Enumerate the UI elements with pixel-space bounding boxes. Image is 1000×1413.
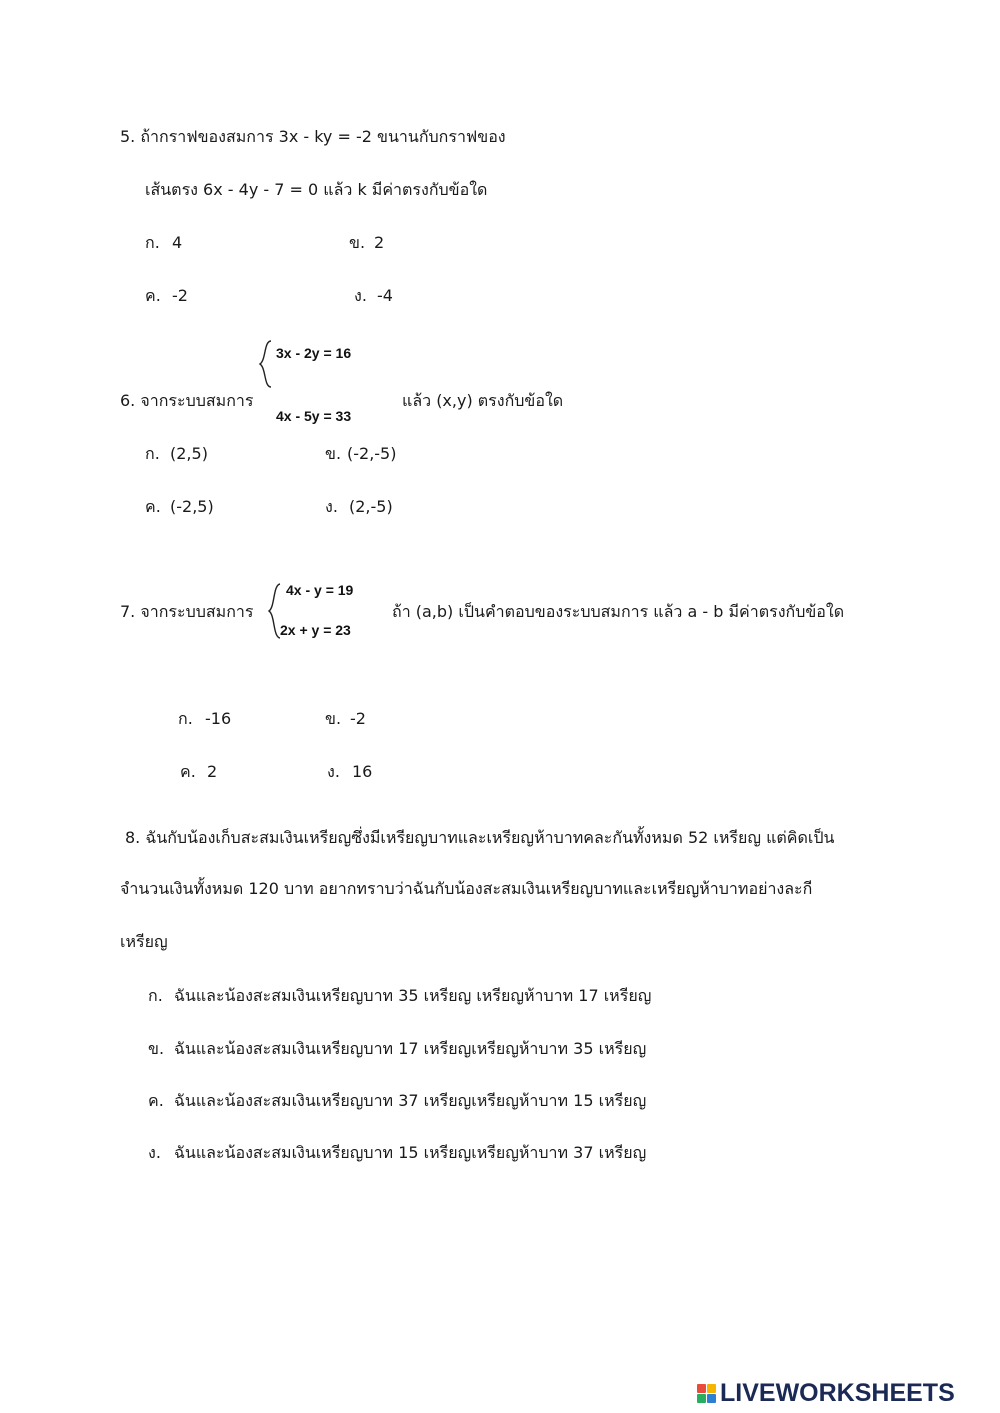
logo-square-yellow — [707, 1384, 716, 1393]
q6-choice-b-label: ข. — [325, 444, 342, 463]
q7-text-prefix: 7. จากระบบสมการ — [120, 602, 254, 621]
q6-choice-a-value: (2,5) — [170, 444, 208, 463]
q6-choice-a-label: ก. — [145, 444, 160, 463]
q6-choice-d-label: ง. — [325, 497, 338, 516]
q6-text-prefix: 6. จากระบบสมการ — [120, 391, 254, 410]
q5-choice-c-label: ค. — [145, 286, 161, 305]
q7-choice-b-label: ข. — [325, 709, 342, 728]
q5-choice-a-value: 4 — [172, 233, 183, 252]
q6-choice-b-value: (-2,-5) — [347, 444, 397, 463]
logo-square-blue — [707, 1394, 716, 1403]
q8-text-line3: เหรียญ — [120, 932, 168, 951]
q5-choice-d-value: -4 — [377, 286, 393, 305]
q5-choice-d-label: ง. — [354, 286, 367, 305]
q5-choice-a-label: ก. — [145, 233, 160, 252]
q8-choice-b-label: ข. — [148, 1039, 165, 1058]
q5-choice-b-value: 2 — [374, 233, 385, 252]
q7-equation-2: 2x + y = 23 — [280, 622, 351, 638]
q7-choice-d-label: ง. — [327, 762, 340, 781]
q6-choice-d-value: (2,-5) — [349, 497, 393, 516]
q8-text-line2: จำนวนเงินทั้งหมด 120 บาท อยากทราบว่าฉันกับน้องสะสมเงินเหรียญบาทและเหรียญห้าบาทอย่างละกี — [120, 879, 813, 898]
q8-choice-d-label: ง. — [148, 1143, 161, 1162]
liveworksheets-logo[interactable] — [697, 1381, 955, 1406]
q5-choice-c-value: -2 — [172, 286, 188, 305]
logo-square-red — [697, 1384, 706, 1393]
q8-choice-b-value: ฉันและน้องสะสมเงินเหรียญบาท 17 เหรียญเหรียญห้าบาท 35 เหรียญ — [174, 1039, 647, 1058]
logo-text: LIVEWORKSHEETS — [720, 1379, 955, 1407]
q8-choice-d-value: ฉันและน้องสะสมเงินเหรียญบาท 15 เหรียญเหรียญห้าบาท 37 เหรียญ — [174, 1143, 647, 1162]
logo-square-green — [697, 1394, 706, 1403]
q6-brace-icon — [258, 340, 274, 388]
q7-text-suffix: ถ้า (a,b) เป็นคำตอบของระบบสมการ แล้ว a - b มีค่าตรงกับข้อใด — [392, 602, 845, 621]
q5-text-line1: 5. ถ้ากราฟของสมการ 3x - ky = -2 ขนานกับกราฟของ — [120, 127, 506, 146]
q8-choice-c-value: ฉันและน้องสะสมเงินเหรียญบาท 37 เหรียญเหรียญห้าบาท 15 เหรียญ — [174, 1091, 647, 1110]
q7-equation-1: 4x - y = 19 — [286, 582, 354, 598]
q5-text-line2: เส้นตรง 6x - 4y - 7 = 0 แล้ว k มีค่าตรงกับข้อใด — [145, 180, 488, 199]
q8-text-line1: 8. ฉันกับน้องเก็บสะสมเงินเหรียญซึ่งมีเหรียญบาทและเหรียญห้าบาทคละกันทั้งหมด 52 เหรียญ แต่คิดเป็น — [125, 828, 835, 847]
q7-choice-d-value: 16 — [352, 762, 373, 781]
liveworksheets-logo-mark-icon — [697, 1384, 716, 1403]
q7-choice-b-value: -2 — [350, 709, 366, 728]
q8-choice-a-value: ฉันและน้องสะสมเงินเหรียญบาท 35 เหรียญ เหรียญห้าบาท 17 เหรียญ — [174, 986, 652, 1005]
q7-choice-a-label: ก. — [178, 709, 193, 728]
q6-equation-2: 4x - 5y = 33 — [276, 408, 352, 424]
q6-choice-c-label: ค. — [145, 497, 161, 516]
q8-choice-c-label: ค. — [148, 1091, 164, 1110]
q6-text-suffix: แล้ว (x,y) ตรงกับข้อใด — [402, 391, 564, 410]
q8-choice-a-label: ก. — [148, 986, 163, 1005]
q7-choice-c-value: 2 — [207, 762, 218, 781]
q5-choice-b-label: ข. — [349, 233, 366, 252]
q7-choice-c-label: ค. — [180, 762, 196, 781]
q6-equation-1: 3x - 2y = 16 — [276, 345, 352, 361]
q7-choice-a-value: -16 — [205, 709, 232, 728]
q6-choice-c-value: (-2,5) — [170, 497, 214, 516]
